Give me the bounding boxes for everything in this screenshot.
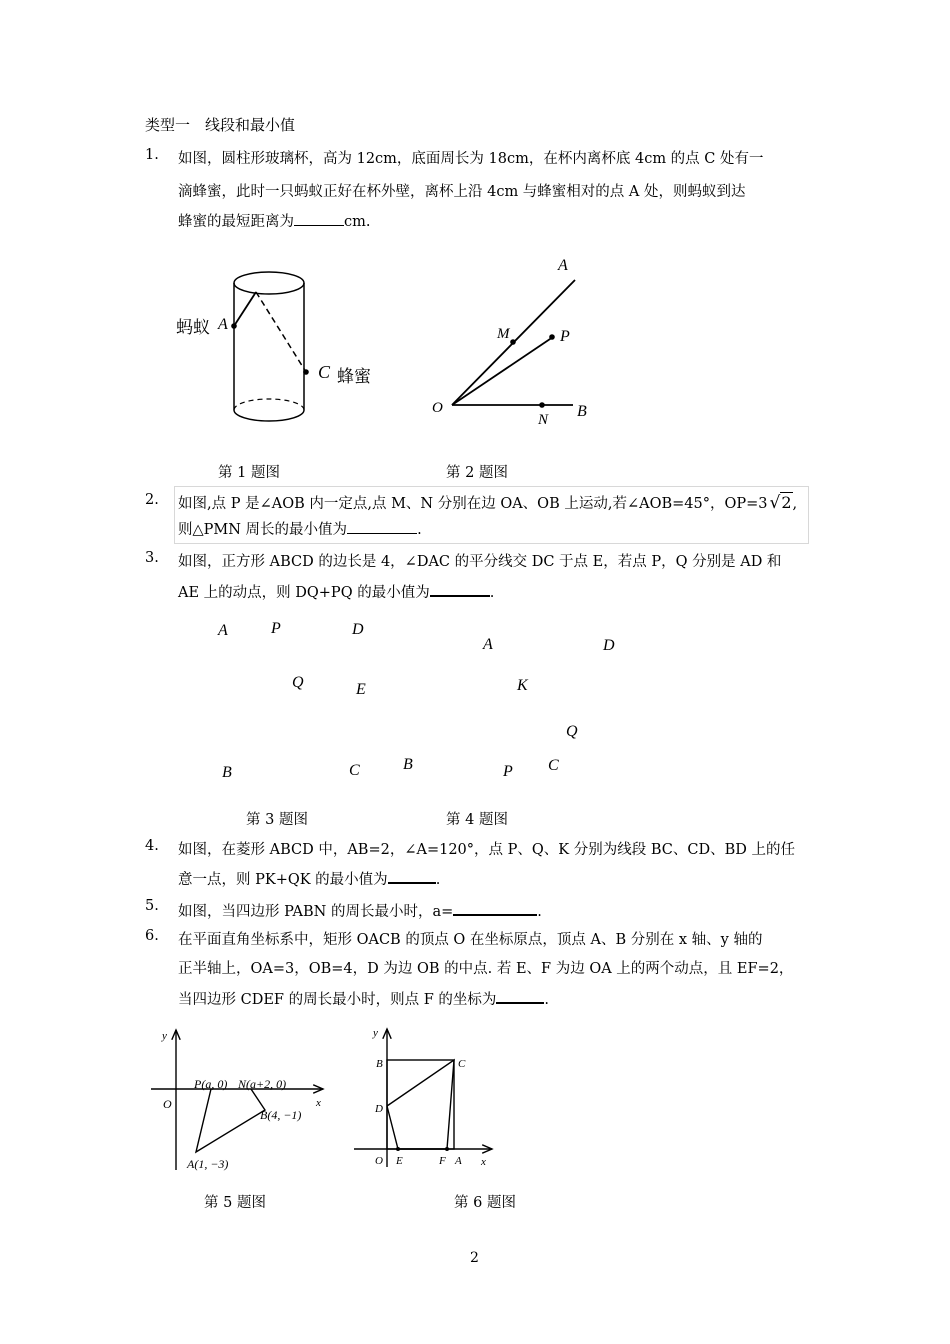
fig1-caption: 第 1 题图 (218, 465, 280, 481)
q1-line2: 滴蜂蜜，此时一只蚂蚁正好在杯外壁，离杯上沿 4cm 与蜂蜜相对的点 A 处，则蚂蚁到达 (178, 184, 746, 200)
q6-line3 (178, 986, 549, 1009)
fig4-point-b: B (403, 756, 413, 773)
q1-line1: 如图，圆柱形玻璃杯，高为 12cm，底面周长为 18cm，在杯内离杯底 4cm 的点 C 处有一 (178, 151, 764, 167)
fig2-diagram (430, 255, 600, 425)
q5-line1-text: 如图，当四边形 PABN 的周长最小时，a= (178, 904, 454, 920)
q4-line2 (178, 866, 440, 889)
q2-end: . (417, 522, 422, 538)
q3-end: . (489, 585, 495, 601)
q2-line2 (178, 517, 422, 539)
q6-line2: 正半轴上，OA=3，OB=4，D 为边 OB 的中点. 若 E、F 为边 OA 上的两个动点，且 EF=2， (178, 961, 794, 977)
fig3-point-b: B (222, 764, 232, 781)
fig1-diagram (170, 255, 400, 445)
q3-line1: 如图，正方形 ABCD 的边长是 4，∠DAC 的平分线交 DC 于点 E，若点 P，Q 分别是 AD 和 (178, 554, 782, 570)
q2-sqrt-sign: √ (769, 493, 781, 513)
q1-answer-blank[interactable] (294, 209, 344, 226)
q2-sqrt-radicand: 2 (781, 493, 792, 512)
q5-number: 5. (145, 898, 159, 914)
q5-line1 (178, 898, 542, 921)
fig5-point-p: P(a, 0) (194, 1077, 228, 1091)
fig2-point-m: M (497, 326, 510, 342)
fig2-point-o: O (432, 400, 443, 416)
fig2-point-n: N (538, 412, 549, 428)
fig2-point-b: B (577, 403, 587, 420)
fig5-x-axis-label: x (316, 1097, 321, 1109)
q2-answer-blank[interactable] (347, 517, 417, 534)
q4-line2-text: 意一点，则 PK+QK 的最小值为 (178, 872, 388, 888)
q6-answer-blank[interactable] (496, 986, 544, 1004)
q2-line2-text: 则△PMN 周长的最小值为 (178, 522, 348, 538)
q3-line2 (178, 579, 494, 602)
fig5-y-axis-label: y (162, 1030, 167, 1042)
fig3-point-d: D (352, 621, 364, 638)
q3-answer-blank[interactable] (430, 579, 490, 597)
fig5-point-b: B(4, −1) (260, 1108, 302, 1122)
fig5-point-n: N(a+2, 0) (238, 1077, 287, 1091)
q5-answer-blank[interactable] (453, 898, 537, 916)
fig2-point-p: P (560, 328, 570, 345)
fig3-point-q: Q (292, 674, 304, 691)
q6-line1: 在平面直角坐标系中，矩形 OACB 的顶点 O 在坐标原点，顶点 A、B 分别在 x 轴、y 轴的 (178, 932, 763, 948)
q4-answer-blank[interactable] (388, 866, 436, 884)
q6-line3-text: 当四边形 CDEF 的周长最小时，则点 F 的坐标为 (178, 992, 497, 1008)
q2-number: 2. (145, 492, 159, 508)
q1-unit: cm. (344, 214, 371, 230)
fig3-point-c: C (349, 762, 360, 779)
fig4-point-c: C (548, 757, 559, 774)
fig3-caption: 第 3 题图 (246, 812, 308, 828)
fig6-diagram (350, 1025, 500, 1175)
fig3-point-e: E (356, 681, 366, 698)
fig1-point-a: A (218, 316, 228, 333)
fig6-x-axis-label: x (481, 1156, 486, 1168)
fig5-origin: O (163, 1097, 172, 1111)
fig6-y-axis-label: y (373, 1027, 378, 1039)
q2-line1-text: 如图,点 P 是∠AOB 内一定点,点 M、N 分别在边 OA、OB 上运动,若∠AOB=45°，OP=3 (178, 496, 768, 512)
q3-number: 3. (145, 550, 159, 566)
fig4-caption: 第 4 题图 (446, 812, 508, 828)
q1-number: 1. (145, 147, 159, 163)
fig4-point-p: P (503, 763, 513, 780)
q2-comma: , (792, 496, 798, 512)
fig5-caption: 第 5 题图 (204, 1195, 266, 1211)
q4-line1: 如图，在菱形 ABCD 中，AB=2，∠A=120°，点 P、Q、K 分别为线段 BC、CD、BD 上的任 (178, 842, 795, 858)
fig6-origin: O (375, 1155, 383, 1167)
fig4-point-k: K (517, 677, 528, 694)
fig6-point-f: F (439, 1155, 446, 1167)
fig2-point-a: A (558, 257, 568, 274)
fig6-point-e: E (396, 1155, 403, 1167)
q2-line1 (178, 492, 797, 513)
q3-line2-text: AE 上的动点，则 DQ+PQ 的最小值为 (178, 585, 430, 601)
fig4-point-q: Q (566, 723, 578, 740)
q6-number: 6. (145, 928, 159, 944)
section-title: 类型一 线段和最小值 (145, 116, 296, 134)
q6-end: . (544, 992, 549, 1008)
q4-end: . (435, 872, 441, 888)
fig5-diagram (145, 1025, 345, 1180)
fig1-point-c: C (318, 362, 331, 382)
q4-number: 4. (145, 838, 159, 854)
fig5-point-a: A(1, −3) (187, 1157, 229, 1171)
q5-end: . (537, 904, 542, 920)
fig6-point-b: B (376, 1058, 383, 1070)
fig3-point-p: P (271, 620, 281, 637)
fig3-point-a: A (218, 622, 228, 639)
fig6-point-c: C (458, 1058, 466, 1070)
fig6-caption: 第 6 题图 (454, 1195, 516, 1211)
fig1-honey-label: 蜂蜜 (337, 367, 371, 387)
q1-line3-text: 蜂蜜的最短距离为 (178, 214, 294, 230)
q1-line3 (178, 209, 370, 231)
page-number: 2 (470, 1250, 479, 1266)
fig2-caption: 第 2 题图 (446, 465, 508, 481)
fig6-point-d: D (375, 1103, 383, 1115)
fig4-point-d: D (603, 637, 615, 654)
fig1-ant-label: 蚂蚁 (176, 318, 210, 338)
fig6-point-a: A (455, 1155, 462, 1167)
fig4-point-a: A (483, 636, 493, 653)
